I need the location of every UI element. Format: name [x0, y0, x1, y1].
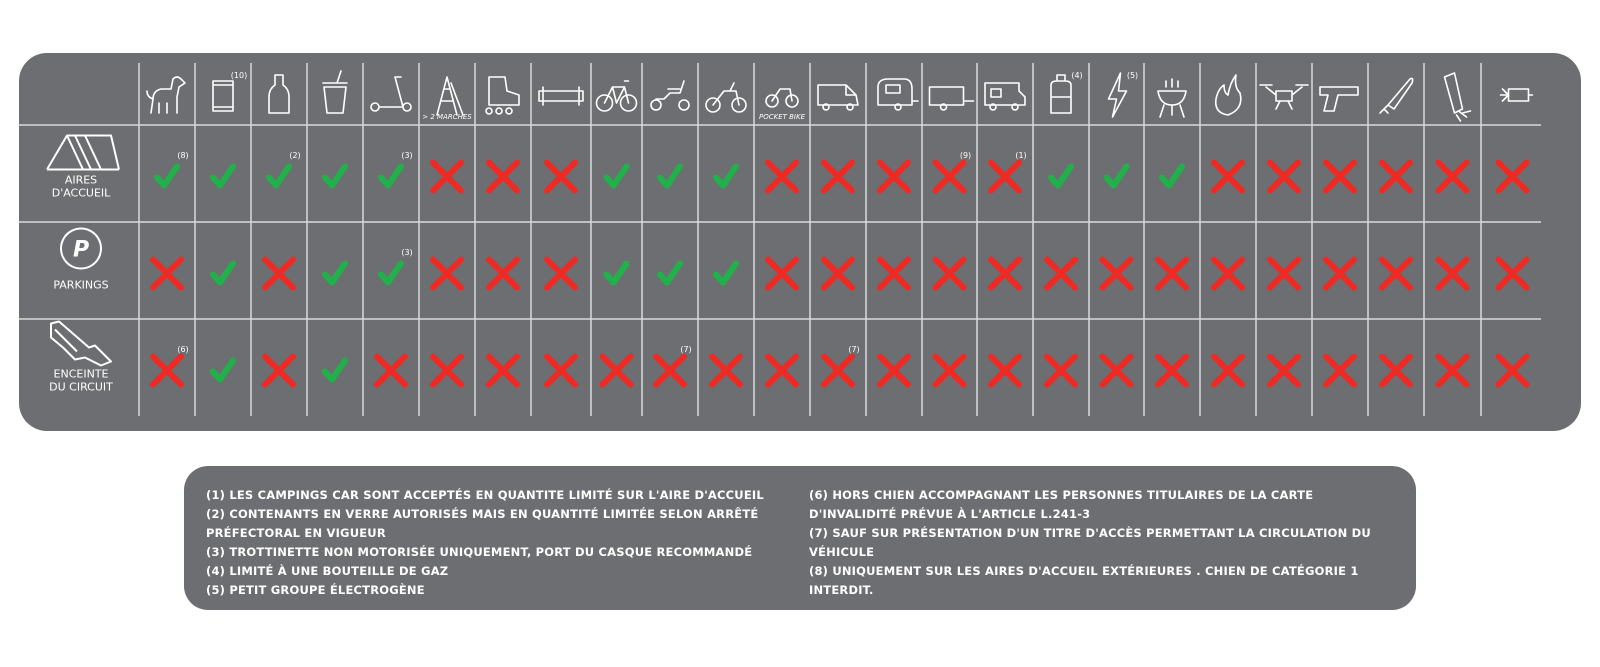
allowed-check-icon [381, 167, 401, 186]
allowed-check-icon [213, 264, 233, 283]
bottle-icon [269, 75, 289, 113]
allowed-check-icon [325, 264, 345, 283]
hoverboard-icon [539, 87, 583, 105]
forbidden-cross-icon [1214, 357, 1242, 385]
circuit-icon-path [51, 322, 111, 366]
dog-icon [147, 77, 185, 113]
forbidden-cross-icon [1047, 357, 1075, 385]
allowed-check-icon [269, 167, 289, 186]
footnotes-panel [184, 466, 1416, 610]
forbidden-cross-icon [880, 163, 908, 191]
forbidden-cross-icon [936, 260, 964, 288]
rules-grid [19, 53, 1581, 431]
gun-icon [1320, 87, 1358, 111]
forbidden-cross-icon [265, 357, 293, 385]
allowed-check-icon [1162, 167, 1182, 186]
forbidden-cross-icon [377, 357, 405, 385]
trailer-icon-path [930, 87, 974, 110]
forbidden-cross-icon [1439, 163, 1467, 191]
forbidden-cross-icon [1047, 260, 1075, 288]
cup-icon-path [323, 71, 347, 113]
allowed-check-icon [660, 264, 680, 283]
forbidden-cross-icon [1439, 357, 1467, 385]
van-icon [818, 85, 858, 110]
row-label: PARKINGS [53, 278, 109, 292]
ladder-icon [437, 77, 463, 115]
cell-note: (3) [401, 151, 413, 160]
column-note: (5) [1126, 71, 1139, 80]
forbidden-cross-icon [489, 357, 517, 385]
forbidden-cross-icon [824, 357, 852, 385]
roller-skate-icon [486, 77, 519, 114]
knife-icon [1380, 79, 1413, 114]
column-caption: POCKET BIKE [758, 113, 806, 121]
forbidden-cross-icon [1382, 260, 1410, 288]
forbidden-cross-icon [824, 260, 852, 288]
cell-note: (7) [848, 345, 860, 354]
motocross-icon-path [706, 83, 746, 112]
scooter-icon [371, 77, 411, 111]
roller-skate-icon-path [486, 77, 519, 114]
caravan-icon [878, 79, 918, 110]
fire-icon-path [1216, 75, 1241, 115]
gas-bottle-icon [1051, 75, 1071, 113]
forbidden-cross-icon [936, 163, 964, 191]
footnote-3: (3) TROTTINETTE NON MOTORISÉE UNIQUEMENT, PORT DU CASQUE RECOMMANDÉ [206, 545, 753, 559]
forbidden-cross-icon [824, 163, 852, 191]
row-label: ENCEINTE [53, 367, 109, 381]
forbidden-cross-icon [1214, 260, 1242, 288]
forbidden-cross-icon [1158, 260, 1186, 288]
forbidden-cross-icon [433, 163, 461, 191]
allowed-check-icon [607, 167, 627, 186]
footnotes-right [809, 486, 1379, 600]
column-caption: > 2 MARCHES [422, 113, 472, 121]
footnote-8: (8) UNIQUEMENT SUR LES AIRES D'ACCUEIL EXTÉRIEURES . CHIEN DE CATÉGORIE 1 INTERDIT. [809, 564, 1359, 597]
footnote-5: (5) PETIT GROUPE ÉLECTROGÈNE [206, 583, 425, 597]
forbidden-cross-icon [433, 260, 461, 288]
knife-icon-path [1380, 79, 1413, 114]
row-label: DU CIRCUIT [49, 380, 113, 394]
forbidden-cross-icon [1214, 163, 1242, 191]
forbidden-cross-icon [1103, 260, 1131, 288]
moped-icon [651, 81, 689, 110]
forbidden-cross-icon [768, 163, 796, 191]
tent-icon-path [47, 136, 119, 170]
column-note: (10) [230, 71, 248, 80]
cell-note: (9) [959, 151, 972, 160]
forbidden-cross-icon [991, 163, 1019, 191]
bottle-icon-path [269, 75, 289, 113]
cell-note: (3) [401, 248, 413, 257]
cell-note: (1) [1015, 151, 1027, 160]
cell-note: (6) [177, 345, 189, 354]
allowed-check-icon [157, 167, 177, 186]
forbidden-cross-icon [1382, 357, 1410, 385]
forbidden-cross-icon [991, 260, 1019, 288]
footnote-6: (6) HORS CHIEN ACCOMPAGNANT LES PERSONNES TITULAIRES DE LA CARTE D'INVALIDITÉ PRÉVUE À L'ARTICLE L.241-3 [809, 488, 1314, 521]
row-label: AIRES [64, 173, 98, 187]
flare-icon-path [1501, 89, 1533, 101]
forbidden-cross-icon [768, 357, 796, 385]
footnotes-left [206, 486, 786, 600]
lightning-icon [1109, 73, 1127, 117]
caravan-icon-path [878, 79, 918, 110]
pocket-bike-icon-path [766, 89, 798, 107]
hoverboard-icon-path [539, 87, 583, 105]
forbidden-cross-icon [1439, 260, 1467, 288]
footnote-2: (2) CONTENANTS EN VERRE AUTORISÉS MAIS EN QUANTITÉ LIMITÉE SELON ARRÊTÉ PRÉFECTORAL EN VIGUEUR [206, 507, 759, 540]
forbidden-cross-icon [880, 357, 908, 385]
forbidden-cross-icon [1499, 163, 1527, 191]
forbidden-cross-icon [1326, 163, 1354, 191]
allowed-check-icon [1107, 167, 1127, 186]
forbidden-cross-icon [1499, 260, 1527, 288]
forbidden-cross-icon [936, 357, 964, 385]
pocket-bike-icon [766, 89, 798, 107]
parking-letter: P [72, 237, 90, 263]
allowed-check-icon [213, 167, 233, 186]
forbidden-cross-icon [489, 163, 517, 191]
can-icon [213, 81, 233, 111]
cell-note: (2) [289, 151, 301, 160]
forbidden-cross-icon [1103, 357, 1131, 385]
gas-bottle-icon-path [1051, 75, 1071, 113]
footnote-7: (7) SAUF SUR PRÉSENTATION D'UN TITRE D'ACCÈS PERMETTANT LA CIRCULATION DU VÉHICULE [809, 526, 1371, 559]
forbidden-cross-icon [547, 163, 575, 191]
forbidden-cross-icon [153, 260, 181, 288]
parking-icon [61, 229, 101, 269]
forbidden-cross-icon [1270, 163, 1298, 191]
column-note: (4) [1071, 71, 1083, 80]
gun-icon-path [1320, 87, 1358, 111]
allowed-check-icon [325, 361, 345, 380]
forbidden-cross-icon [603, 357, 631, 385]
circuit-icon [51, 322, 111, 366]
camper-icon-path [985, 83, 1025, 110]
bicycle-icon-path [597, 81, 637, 111]
scooter-icon-path [371, 77, 411, 111]
forbidden-cross-icon [433, 357, 461, 385]
bicycle-icon [597, 81, 637, 111]
allowed-check-icon [716, 167, 736, 186]
moped-icon-path [651, 81, 689, 110]
drone-icon [1260, 85, 1308, 109]
lightning-icon-path [1109, 73, 1127, 117]
drone-icon-path [1260, 85, 1308, 109]
forbidden-cross-icon [768, 260, 796, 288]
van-icon-path [818, 85, 858, 110]
flare-icon [1501, 89, 1533, 101]
allowed-check-icon [381, 264, 401, 283]
camper-icon [985, 83, 1025, 110]
footnote-1: (1) LES CAMPINGS CAR SONT ACCEPTÉS EN QUANTITE LIMITÉ SUR L'AIRE D'ACCUEIL [206, 488, 764, 502]
forbidden-cross-icon [153, 357, 181, 385]
footnote-4: (4) LIMITÉ À UNE BOUTEILLE DE GAZ [206, 564, 449, 578]
trailer-icon [930, 87, 974, 110]
cell-note: (7) [680, 345, 692, 354]
barbecue-icon [1158, 79, 1186, 117]
allowed-check-icon [325, 167, 345, 186]
forbidden-cross-icon [547, 260, 575, 288]
forbidden-cross-icon [1270, 260, 1298, 288]
forbidden-cross-icon [547, 357, 575, 385]
forbidden-cross-icon [1499, 357, 1527, 385]
forbidden-cross-icon [656, 357, 684, 385]
firework-icon [1445, 73, 1471, 121]
forbidden-cross-icon [991, 357, 1019, 385]
firework-icon-path [1445, 73, 1471, 121]
forbidden-cross-icon [712, 357, 740, 385]
dog-icon-path [147, 77, 185, 113]
barbecue-icon-path [1158, 79, 1186, 117]
allowed-check-icon [607, 264, 627, 283]
forbidden-cross-icon [1326, 357, 1354, 385]
allowed-check-icon [213, 361, 233, 380]
forbidden-cross-icon [1382, 163, 1410, 191]
forbidden-cross-icon [1270, 357, 1298, 385]
ladder-icon-path [437, 77, 463, 115]
allowed-check-icon [660, 167, 680, 186]
allowed-check-icon [1051, 167, 1071, 186]
cell-note: (8) [177, 151, 189, 160]
allowed-check-icon [716, 264, 736, 283]
can-icon-path [213, 81, 233, 111]
forbidden-cross-icon [489, 260, 517, 288]
row-label: D'ACCUEIL [51, 186, 111, 200]
motocross-icon [706, 83, 746, 112]
fire-icon [1216, 75, 1241, 115]
rules-table-panel [19, 53, 1581, 431]
forbidden-cross-icon [1158, 357, 1186, 385]
cup-icon [323, 71, 347, 113]
forbidden-cross-icon [880, 260, 908, 288]
tent-icon [47, 136, 119, 170]
forbidden-cross-icon [1326, 260, 1354, 288]
forbidden-cross-icon [265, 260, 293, 288]
